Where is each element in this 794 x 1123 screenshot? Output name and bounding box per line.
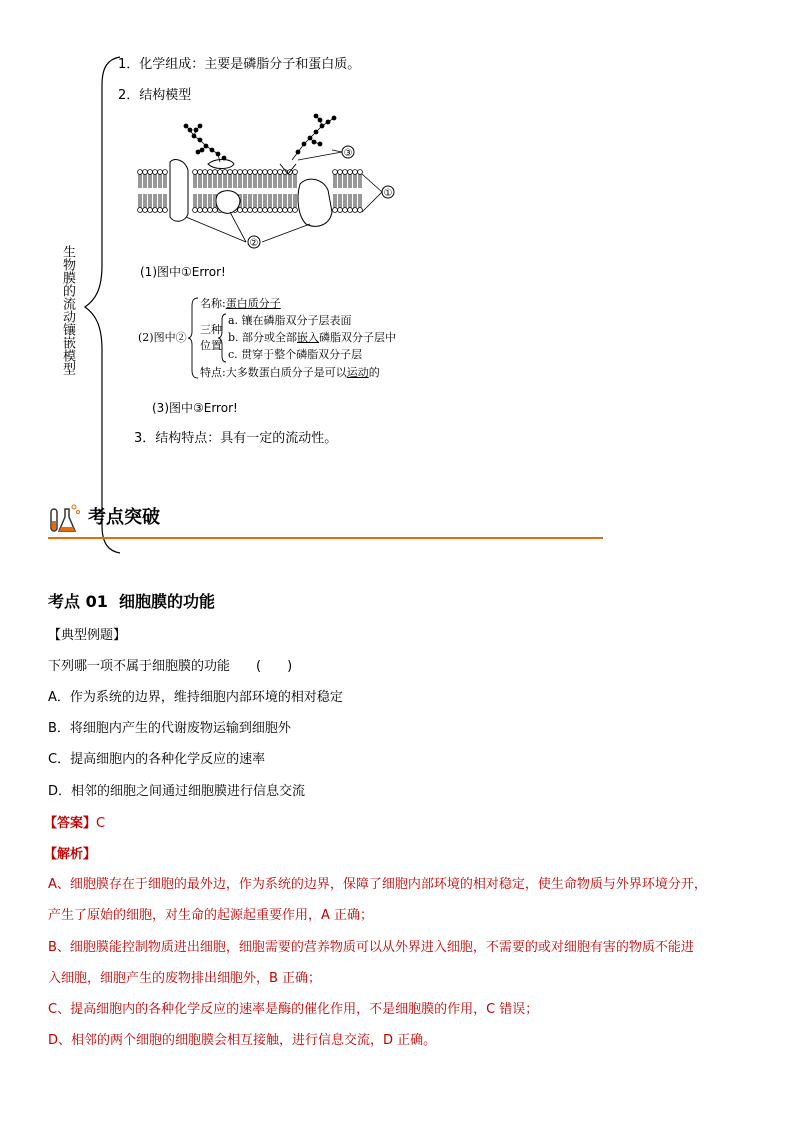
mindmap-vertical-title: 生物膜的流动镶嵌模型	[60, 245, 75, 375]
label-2: ②	[249, 238, 259, 249]
q2-name-value: 蛋白质分子	[225, 297, 281, 310]
mindmap-brace	[80, 55, 130, 555]
phospholipid-tail	[249, 174, 251, 188]
phospholipid-head	[233, 170, 238, 175]
q2-option-c: c. 贯穿于整个磷脂双分子层	[228, 348, 363, 361]
phospholipid-head	[343, 170, 348, 175]
protein-right-transmembrane	[298, 179, 332, 226]
phospholipid-tail	[159, 174, 161, 188]
mindmap-item-2: 2．结构模型	[118, 88, 192, 103]
phospholipid-tail	[259, 194, 261, 208]
phospholipid-head	[238, 170, 243, 175]
phospholipid-tail	[284, 194, 286, 208]
phospholipid-tail	[229, 174, 231, 188]
analysis-line-6: D、相邻的两个细胞的细胞膜会相互接触，进行信息交流，D 正确。	[48, 1033, 437, 1048]
phospholipid-tail	[294, 194, 296, 208]
protein-left-transmembrane	[170, 160, 188, 222]
section-rule	[48, 537, 603, 539]
question-3-text: (3)图中③Error!	[152, 401, 238, 415]
phospholipid-head	[163, 170, 168, 175]
phospholipid-tail	[144, 194, 146, 208]
phospholipid-head	[198, 170, 203, 175]
phospholipid-head	[243, 170, 248, 175]
q2-option-b	[228, 331, 396, 345]
mindmap-item-1: 1．化学组成：主要是磷脂分子和蛋白质。	[118, 57, 361, 72]
q2-name	[200, 297, 281, 311]
phospholipid-tail	[204, 194, 206, 208]
phospholipid-tail	[289, 194, 291, 208]
membrane-diagram	[130, 112, 410, 257]
phospholipid-head	[248, 170, 253, 175]
question-3	[152, 400, 238, 416]
option-a: A．作为系统的边界，维持细胞内部环境的相对稳定	[48, 690, 343, 705]
phospholipid-tail	[149, 174, 151, 188]
phospholipid-head	[288, 208, 293, 213]
flask-icon	[48, 503, 82, 537]
analysis-line-3: B、细胞膜能控制物质进出细胞，细胞需要的营养物质可以从外界进入细胞，不需要的或对细胞有害的物质不能进	[48, 940, 694, 955]
phospholipid-head	[358, 208, 363, 213]
q2-option-b-part3: 磷脂双分子层中	[319, 331, 397, 344]
phospholipid-tail	[274, 174, 276, 188]
phospholipid-tail	[164, 174, 166, 188]
phospholipid-tail	[194, 194, 196, 208]
phospholipid-head	[358, 170, 363, 175]
phospholipid-head	[283, 208, 288, 213]
phospholipid-head	[273, 170, 278, 175]
q2-feature-part3: 的	[368, 366, 380, 379]
phospholipid-head	[353, 170, 358, 175]
question-1-text: (1)图中①Error!	[140, 265, 226, 279]
q2-option-b-part2: 嵌入	[297, 331, 320, 344]
analysis-line-2: 产生了原始的细胞，对生命的起源起重要作用，A 正确；	[48, 908, 374, 923]
phospholipid-tail	[264, 194, 266, 208]
phospholipid-head	[333, 170, 338, 175]
q2-option-b-part1: b. 部分或全部	[228, 331, 298, 344]
analysis-line-4: 入细胞，细胞产生的废物排出细胞外，B 正确；	[48, 971, 322, 986]
answer-label: 【答案】	[44, 816, 97, 831]
protein-embedded-small	[216, 191, 240, 214]
phospholipid-head	[158, 208, 163, 213]
phospholipid-tail	[219, 174, 221, 188]
phospholipid-tail	[354, 174, 356, 188]
phospholipid-tail	[264, 174, 266, 188]
phospholipid-tail	[254, 194, 256, 208]
phospholipid-tail	[164, 194, 166, 208]
phospholipid-tail	[199, 194, 201, 208]
option-c: C．提高细胞内的各种化学反应的速率	[48, 752, 266, 767]
phospholipid-head	[243, 208, 248, 213]
phospholipid-tail	[339, 194, 341, 208]
phospholipid-head	[203, 208, 208, 213]
phospholipid-head	[223, 170, 228, 175]
phospholipid-head	[263, 170, 268, 175]
q2-feature-part1: 特点:大多数蛋白质分子是可以	[200, 366, 347, 379]
analysis-line-5: C、提高细胞内的各种化学反应的速率是酶的催化作用，不是细胞膜的作用，C 错误；	[48, 1002, 539, 1017]
phospholipid-tail	[139, 194, 141, 208]
phospholipid-head	[353, 208, 358, 213]
phospholipid-tail	[269, 194, 271, 208]
phospholipid-tail	[154, 174, 156, 188]
analysis-line-1: A、细胞膜存在于细胞的最外边，作为系统的边界，保障了细胞内部环境的相对稳定，使生命物质与外界环境分开，	[48, 877, 707, 892]
phospholipid-head	[268, 170, 273, 175]
phospholipid-tail	[349, 194, 351, 208]
phospholipid-tail	[344, 174, 346, 188]
phospholipid-tail	[209, 194, 211, 208]
phospholipid-head	[148, 170, 153, 175]
phospholipid-tail	[149, 194, 151, 208]
q2-three: 三种	[200, 323, 222, 336]
mindmap-item-3: 3．结构特点：具有一定的流动性。	[134, 431, 338, 446]
phospholipid-tail	[349, 174, 351, 188]
q2-name-label: 名称:	[200, 297, 226, 310]
phospholipid-head	[338, 208, 343, 213]
phospholipid-tail	[334, 174, 336, 188]
phospholipid-head	[143, 208, 148, 213]
phospholipid-tail	[344, 194, 346, 208]
q2-option-a: a. 镶在磷脂双分子层表面	[228, 314, 352, 327]
example-label: 【典型例题】	[48, 628, 127, 643]
phospholipid-tail	[339, 174, 341, 188]
phospholipid-head	[213, 208, 218, 213]
phospholipid-tail	[334, 194, 336, 208]
option-b: B．将细胞内产生的代谢废物运输到细胞外	[48, 721, 291, 736]
phospholipid-head	[253, 208, 258, 213]
phospholipid-head	[203, 170, 208, 175]
phospholipid-tail	[244, 174, 246, 188]
label-3: ③	[343, 148, 353, 159]
phospholipid-head	[293, 208, 298, 213]
phospholipid-head	[138, 170, 143, 175]
phospholipid-tail	[209, 174, 211, 188]
option-d: D．相邻的细胞之间通过细胞膜进行信息交流	[48, 784, 306, 799]
phospholipid-head	[293, 170, 298, 175]
phospholipid-tail	[239, 174, 241, 188]
phospholipid-head	[138, 208, 143, 213]
phospholipid-head	[333, 208, 338, 213]
phospholipid-tail	[214, 174, 216, 188]
phospholipid-head	[228, 170, 233, 175]
phospholipid-tail	[274, 194, 276, 208]
phospholipid-tail	[359, 174, 361, 188]
phospholipid-head	[278, 208, 283, 213]
protein-top-surface	[208, 160, 234, 169]
phospholipid-head	[268, 208, 273, 213]
phospholipid-head	[348, 208, 353, 213]
phospholipid-tail	[199, 174, 201, 188]
phospholipid-head	[338, 170, 343, 175]
phospholipid-tail	[144, 174, 146, 188]
question-text: 下列哪一项不属于细胞膜的功能 ( )	[48, 659, 293, 674]
phospholipid-head	[163, 208, 168, 213]
phospholipid-head	[198, 208, 203, 213]
phospholipid-tail	[289, 174, 291, 188]
phospholipid-head	[253, 170, 258, 175]
q2-position: 位置	[200, 339, 222, 352]
phospholipid-tail	[234, 174, 236, 188]
section-title: 考点突破	[88, 507, 160, 528]
phospholipid-head	[153, 208, 158, 213]
analysis-label: 【解析】	[44, 847, 97, 862]
phospholipid-tail	[204, 174, 206, 188]
phospholipid-head	[193, 170, 198, 175]
phospholipid-tail	[159, 194, 161, 208]
phospholipid-head	[263, 208, 268, 213]
phospholipid-head	[158, 170, 163, 175]
phospholipid-head	[218, 170, 223, 175]
phospholipid-head	[258, 208, 263, 213]
phospholipid-head	[148, 208, 153, 213]
question-1	[140, 264, 226, 280]
q2-feature	[200, 366, 380, 380]
phospholipid-head	[213, 170, 218, 175]
phospholipid-tail	[284, 174, 286, 188]
phospholipid-head	[343, 208, 348, 213]
q2-feature-part2: 运动	[346, 366, 369, 379]
phospholipid-tail	[249, 194, 251, 208]
answer	[44, 816, 105, 832]
label-1: ①	[383, 188, 393, 199]
phospholipid-tail	[259, 174, 261, 188]
phospholipid-tail	[154, 194, 156, 208]
phospholipid-tail	[244, 194, 246, 208]
answer-value: C	[96, 816, 106, 831]
phospholipid-head	[153, 170, 158, 175]
phospholipid-head	[273, 208, 278, 213]
phospholipid-head	[258, 170, 263, 175]
phospholipid-tail	[279, 194, 281, 208]
phospholipid-head	[278, 170, 283, 175]
phospholipid-head	[208, 170, 213, 175]
q2-prefix: (2)图中②	[138, 331, 187, 344]
phospholipid-tail	[139, 174, 141, 188]
phospholipid-head	[238, 208, 243, 213]
phospholipid-tail	[194, 174, 196, 188]
phospholipid-tail	[254, 174, 256, 188]
phospholipid-tail	[224, 174, 226, 188]
phospholipid-tail	[279, 174, 281, 188]
topic-title: 考点 01 细胞膜的功能	[48, 592, 215, 611]
phospholipid-tail	[359, 194, 361, 208]
phospholipid-head	[143, 170, 148, 175]
phospholipid-head	[248, 208, 253, 213]
phospholipid-head	[348, 170, 353, 175]
phospholipid-tail	[269, 174, 271, 188]
phospholipid-head	[193, 208, 198, 213]
phospholipid-head	[208, 208, 213, 213]
phospholipid-tail	[354, 194, 356, 208]
phospholipid-tail	[294, 174, 296, 188]
